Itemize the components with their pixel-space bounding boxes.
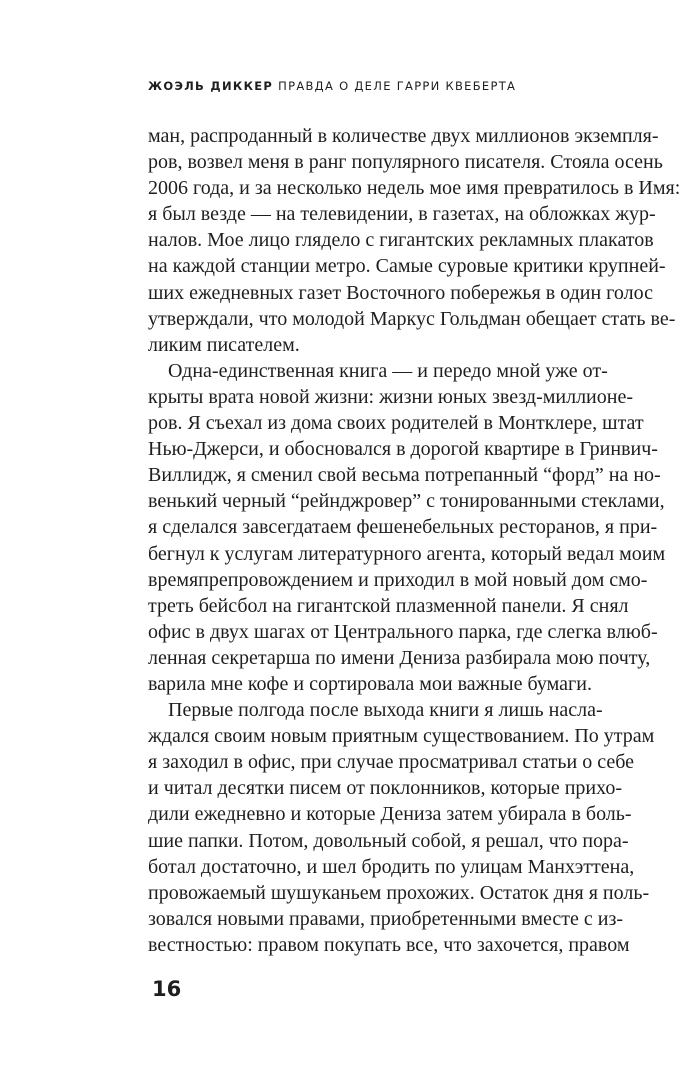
text-line: венький черный “рейнджровер” с тонированными стеклами, — [148, 490, 665, 513]
text-line: ботал достаточно, и шел бродить по улицам Манхэттена, — [148, 855, 635, 878]
text-line: и читал десятки писем от поклонников, которые прихо- — [148, 777, 622, 800]
text-line: дили ежедневно и которые Дениза затем убирала в боль- — [148, 803, 632, 826]
text-line: шие папки. Потом, довольный собой, я решал, что пора- — [148, 829, 629, 852]
text-line: зовался новыми правами, приобретенными вместе с из- — [148, 907, 624, 930]
text-line: налов. Мое лицо глядело с гигантских рекламных плакатов — [148, 229, 654, 252]
text-line: бегнул к услугам литературного агента, который ведал моим — [148, 542, 666, 565]
body-text — [148, 123, 681, 958]
page-number: 16 — [152, 977, 182, 1001]
text-line: провожаемый шушуканьем прохожих. Остаток дня я поль- — [148, 881, 650, 904]
text-line: офис в двух шагах от Центрального парка, где слегка влюб- — [148, 620, 658, 643]
header-title: ПРАВДА О ДЕЛЕ ГАРРИ КВЕБЕРТА — [278, 79, 517, 93]
text-line: Нью-Джерси, и обосновался в дорогой квартире в Гринвич- — [148, 438, 658, 461]
text-line: я был везде — на телевидении, в газетах, на обложках жур- — [148, 203, 656, 226]
text-line: крыты врата новой жизни: жизни юных звезд-миллионе- — [148, 385, 633, 408]
header-author: ЖОЭЛЬ ДИККЕР — [148, 79, 274, 93]
text-line: вестностью: правом покупать все, что захочется, правом — [148, 933, 630, 956]
text-line: варила мне кофе и сортировала мои важные бумаги. — [148, 672, 592, 695]
text-line: ров. Я съехал из дома своих родителей в Монтклере, штат — [148, 412, 644, 435]
text-line: ман, распроданный в количестве двух миллионов экземпля- — [148, 125, 659, 147]
text-line: я заходил в офис, при случае просматривал статьи о себе — [148, 751, 634, 774]
text-line: 2006 года, и за несколько недель мое имя превратилось в Имя: — [148, 177, 681, 200]
text-line: ликим писателем. — [148, 333, 300, 356]
text-line: на каждой станции метро. Самые суровые критики крупней- — [148, 255, 666, 278]
text-line: Виллидж, я сменил свой весьма потрепанный “форд” на но- — [148, 464, 661, 487]
text-line: времяпрепровождением и приходил в мой новый дом смо- — [148, 568, 648, 591]
text-line: Одна-единственная книга — и передо мной уже от- — [168, 359, 608, 382]
text-line: ров, возвел меня в ранг популярного писателя. Стояла осень — [148, 151, 663, 174]
text-line: треть бейсбол на гигантской плазменной панели. Я снял — [148, 594, 629, 617]
text-line: утверждали, что молодой Маркус Гольдман обещает стать ве- — [148, 307, 676, 330]
text-line: ших ежедневных газет Восточного побережья в один голос — [148, 281, 653, 304]
running-header — [148, 79, 516, 93]
text-line: Первые полгода после выхода книги я лишь насла- — [168, 699, 603, 722]
text-line: я сделался завсегдатаем фешенебельных ресторанов, я при- — [148, 516, 658, 539]
text-line: ждался своим новым приятным существованием. По утрам — [148, 725, 655, 748]
text-line: ленная секретарша по имени Дениза разбирала мою почту, — [148, 646, 651, 669]
